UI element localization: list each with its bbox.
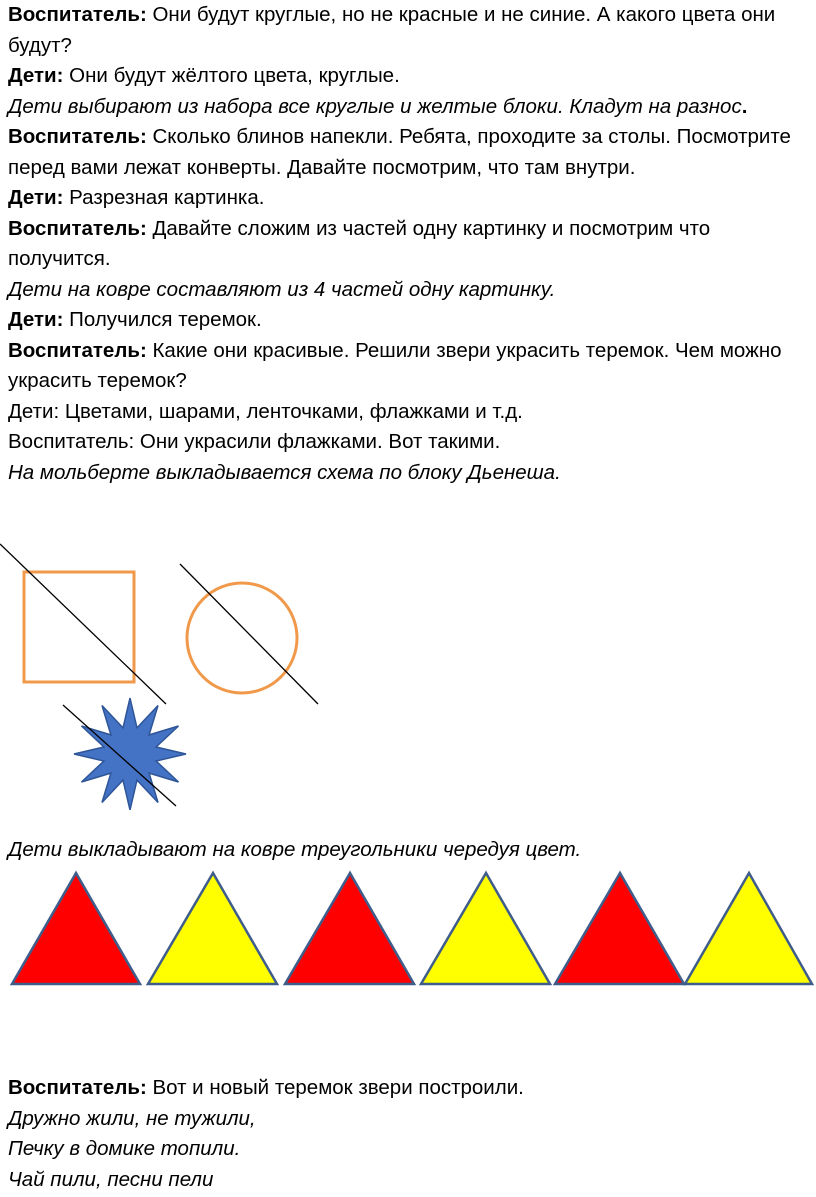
paragraph-text: Воспитатель: Они украсили флажками. Вот такими.	[8, 430, 501, 453]
stage-direction	[8, 458, 808, 489]
blue-star-shape	[74, 698, 186, 810]
paragraph-text: Получился теремок.	[63, 308, 262, 331]
red-triangle	[285, 873, 414, 984]
orange-square-shape	[24, 572, 134, 682]
stage-direction	[8, 835, 808, 866]
paragraph	[8, 1073, 808, 1104]
paragraph	[8, 0, 808, 61]
paragraph	[8, 214, 808, 275]
poem-line	[8, 1104, 808, 1135]
orange-circle-shape	[187, 583, 297, 693]
dialogue-block	[8, 0, 808, 488]
speaker-label: Дети:	[8, 308, 64, 331]
stage-direction-text: На мольберте выкладывается схема по блоку Дьенеша.	[8, 460, 561, 484]
dienes-blocks-scheme	[0, 540, 340, 810]
poem-line-text: Дружно жили, не тужили,	[8, 1106, 256, 1130]
speaker-label: Воспитатель:	[8, 216, 147, 240]
poem-line	[8, 1134, 808, 1165]
paragraph-text: Они будут жёлтого цвета, круглые.	[63, 64, 400, 87]
poem-line	[8, 1165, 808, 1196]
poem-line-text: Чай пили, песни пели	[8, 1167, 214, 1191]
stage-direction	[8, 275, 808, 306]
triangles-row	[0, 868, 816, 990]
paragraph	[8, 305, 808, 336]
speaker-label: Воспитатель:	[8, 1076, 147, 1099]
speaker-label: Воспитатель:	[8, 125, 147, 148]
paragraph-text: Сколько блинов напекли. Ребята, проходите за столы. Посмотрите перед вами лежат конверты. Давайте посмотрим, что там внутри.	[8, 125, 791, 179]
red-triangle	[12, 873, 140, 984]
stage-direction	[8, 92, 808, 123]
yellow-triangle	[685, 873, 812, 984]
speaker-label: Воспитатель:	[8, 338, 147, 362]
speaker-label: Дети:	[8, 186, 64, 209]
paragraph	[8, 122, 808, 183]
stage-direction-text: Дети на ковре составляют из 4 частей одну картинку.	[8, 277, 556, 301]
paragraph-text: Вот и новый теремок звери построили.	[146, 1076, 524, 1099]
speaker-label: Воспитатель:	[8, 3, 147, 26]
closing-block	[8, 1073, 808, 1195]
stage-direction-text: Дети выкладывают на ковре треугольники чередуя цвет.	[8, 838, 582, 861]
paragraph-text: Какие они красивые. Решили звери украсить теремок. Чем можно украсить теремок?	[8, 338, 782, 392]
yellow-triangle	[421, 873, 550, 984]
paragraph-text: Давайте сложим из частей одну картинку и посмотрим что получится.	[8, 216, 711, 270]
paragraph	[8, 61, 808, 92]
poem-line-text: Печку в домике топили.	[8, 1137, 241, 1160]
red-triangle	[555, 873, 684, 984]
paragraph	[8, 397, 808, 428]
paragraph-text: Разрезная картинка.	[63, 186, 265, 209]
punctuation: .	[741, 94, 748, 118]
stage-direction-block	[8, 835, 808, 866]
yellow-triangle	[148, 873, 277, 984]
paragraph	[8, 427, 808, 458]
paragraph	[8, 336, 808, 397]
paragraph-text: Они будут круглые, но не красные и не синие. А какого цвета они будут?	[8, 3, 776, 57]
paragraph	[8, 183, 808, 214]
stage-direction-text: Дети выбирают из набора все круглые и желтые блоки. Кладут на разнос	[8, 94, 742, 118]
speaker-label: Дети:	[8, 64, 64, 87]
paragraph-text: Дети: Цветами, шарами, ленточками, флажками и т.д.	[8, 399, 523, 423]
